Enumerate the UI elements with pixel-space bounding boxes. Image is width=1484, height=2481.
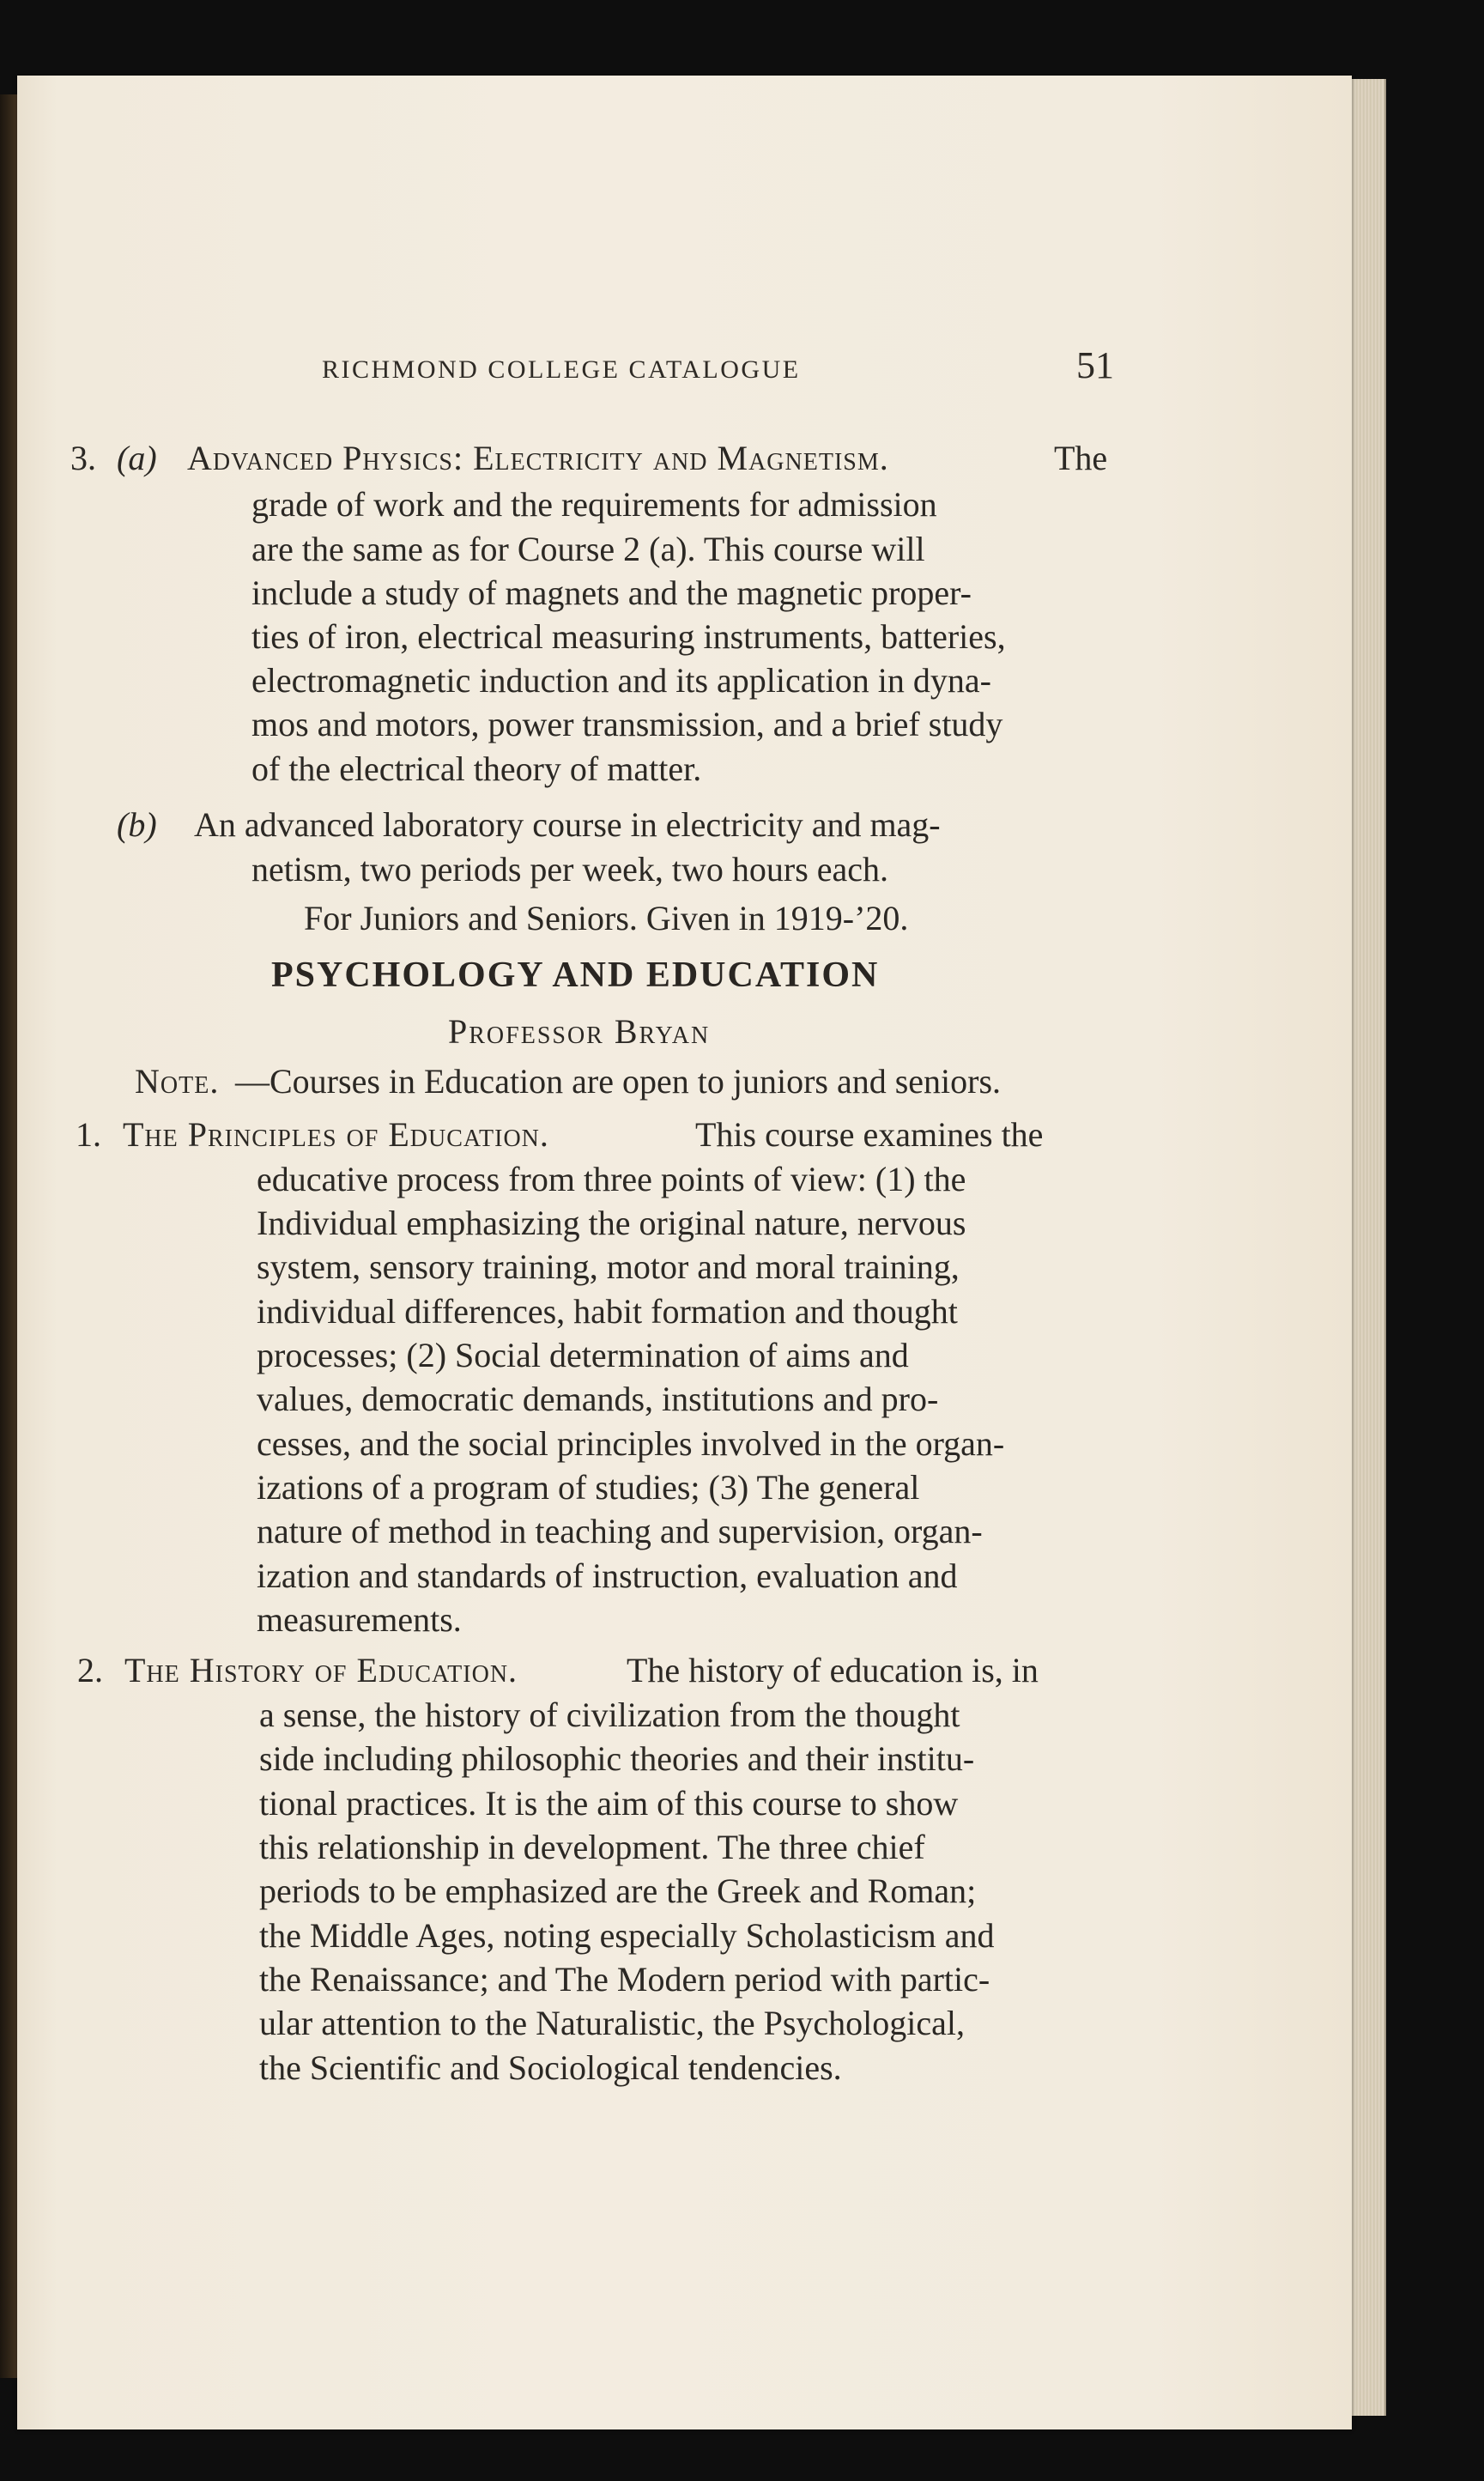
education-course-1-text-line: izations of a program of studies; (3) The general (257, 1468, 920, 1507)
education-course-1-text-line: Individual emphasizing the original nature, nervous (257, 1204, 966, 1242)
course-3-number: 3. (70, 439, 96, 477)
page-block-edge (1352, 79, 1386, 2416)
education-course-2-text-line: side including philosophic theories and their institu- (259, 1739, 975, 1778)
education-course-2-text-line: periods to be emphasized are the Greek and Roman; (259, 1871, 977, 1910)
section-title: PSYCHOLOGY AND EDUCATION (271, 955, 880, 995)
education-course-2-text-line: the Renaissance; and The Modern period with partic- (259, 1960, 990, 1999)
education-course-1-text-line: cesses, and the social principles involved in the organ- (257, 1424, 1005, 1463)
section-professor: Professor Bryan (448, 1012, 711, 1051)
course-3-text-line: mos and motors, power transmission, and a brief study (251, 705, 1003, 743)
course-3-text-line: grade of work and the requirements for admission (251, 485, 937, 524)
education-course-1-text-line: ization and standards of instruction, evaluation and (257, 1556, 958, 1595)
education-course-1-text-line: measurements. (257, 1600, 462, 1639)
education-course-1-number: 1. (76, 1115, 101, 1154)
education-course-1-text-line: system, sensory training, motor and moral training, (257, 1247, 960, 1286)
education-course-1-text-line: processes; (2) Social determination of aims and (257, 1336, 909, 1374)
education-course-2-line1-rest: The history of education is, in (627, 1651, 1039, 1689)
education-course-1-text-line: nature of method in teaching and supervision, organ- (257, 1512, 983, 1550)
course-3-part-b-mark: (b) (117, 805, 157, 844)
education-course-2-text-line: ular attention to the Naturalistic, the Psychological, (259, 2004, 966, 2042)
education-course-2-text-line: a sense, the history of civilization from the thought (259, 1695, 960, 1734)
page-number: 51 (1076, 344, 1114, 386)
education-course-1-title: The Principles of Education. (123, 1115, 549, 1154)
education-course-1-text-line: values, democratic demands, institutions and pro- (257, 1380, 939, 1418)
course-3-title: Advanced Physics: Electricity and Magnetism. (187, 439, 889, 477)
course-3-text-line: are the same as for Course 2 (a). This course will (251, 530, 925, 568)
education-course-2-text-line: tional practices. It is the aim of this course to show (259, 1784, 959, 1823)
education-course-2-text-line: the Middle Ages, noting especially Scholasticism and (259, 1916, 995, 1955)
course-3-line1-rest: The (1054, 439, 1108, 477)
education-course-2-text-line: this relationship in development. The three chief (259, 1828, 925, 1866)
course-3-part-a-mark: (a) (117, 439, 157, 477)
education-course-1-line1-rest: This course examines the (695, 1115, 1044, 1154)
course-3-text-line: include a study of magnets and the magnetic proper- (251, 573, 972, 612)
note-text: —Courses in Education are open to juniors and seniors. (235, 1062, 1002, 1101)
course-3-text-line: electromagnetic induction and its application in dyna- (251, 661, 991, 700)
course-3-text-line: of the electrical theory of matter. (251, 749, 702, 788)
course-3-part-b-line: An advanced laboratory course in electricity and mag- (194, 805, 941, 844)
course-3-eligibility: For Juniors and Seniors. Given in 1919-’20. (304, 899, 909, 937)
education-course-2-text-line: the Scientific and Sociological tendencies. (259, 2048, 842, 2087)
course-3-part-b-line: netism, two periods per week, two hours each. (251, 850, 889, 889)
education-course-2-number: 2. (77, 1651, 103, 1689)
course-3-text-line: ties of iron, electrical measuring instruments, batteries, (251, 617, 1006, 656)
note-label: Note. (135, 1062, 220, 1101)
education-course-1-text-line: educative process from three points of view: (1) the (257, 1160, 966, 1198)
education-course-1-text-line: individual differences, habit formation and thought (257, 1292, 958, 1331)
education-course-2-title: The History of Education. (124, 1651, 518, 1689)
running-head: RICHMOND COLLEGE CATALOGUE (322, 355, 801, 384)
